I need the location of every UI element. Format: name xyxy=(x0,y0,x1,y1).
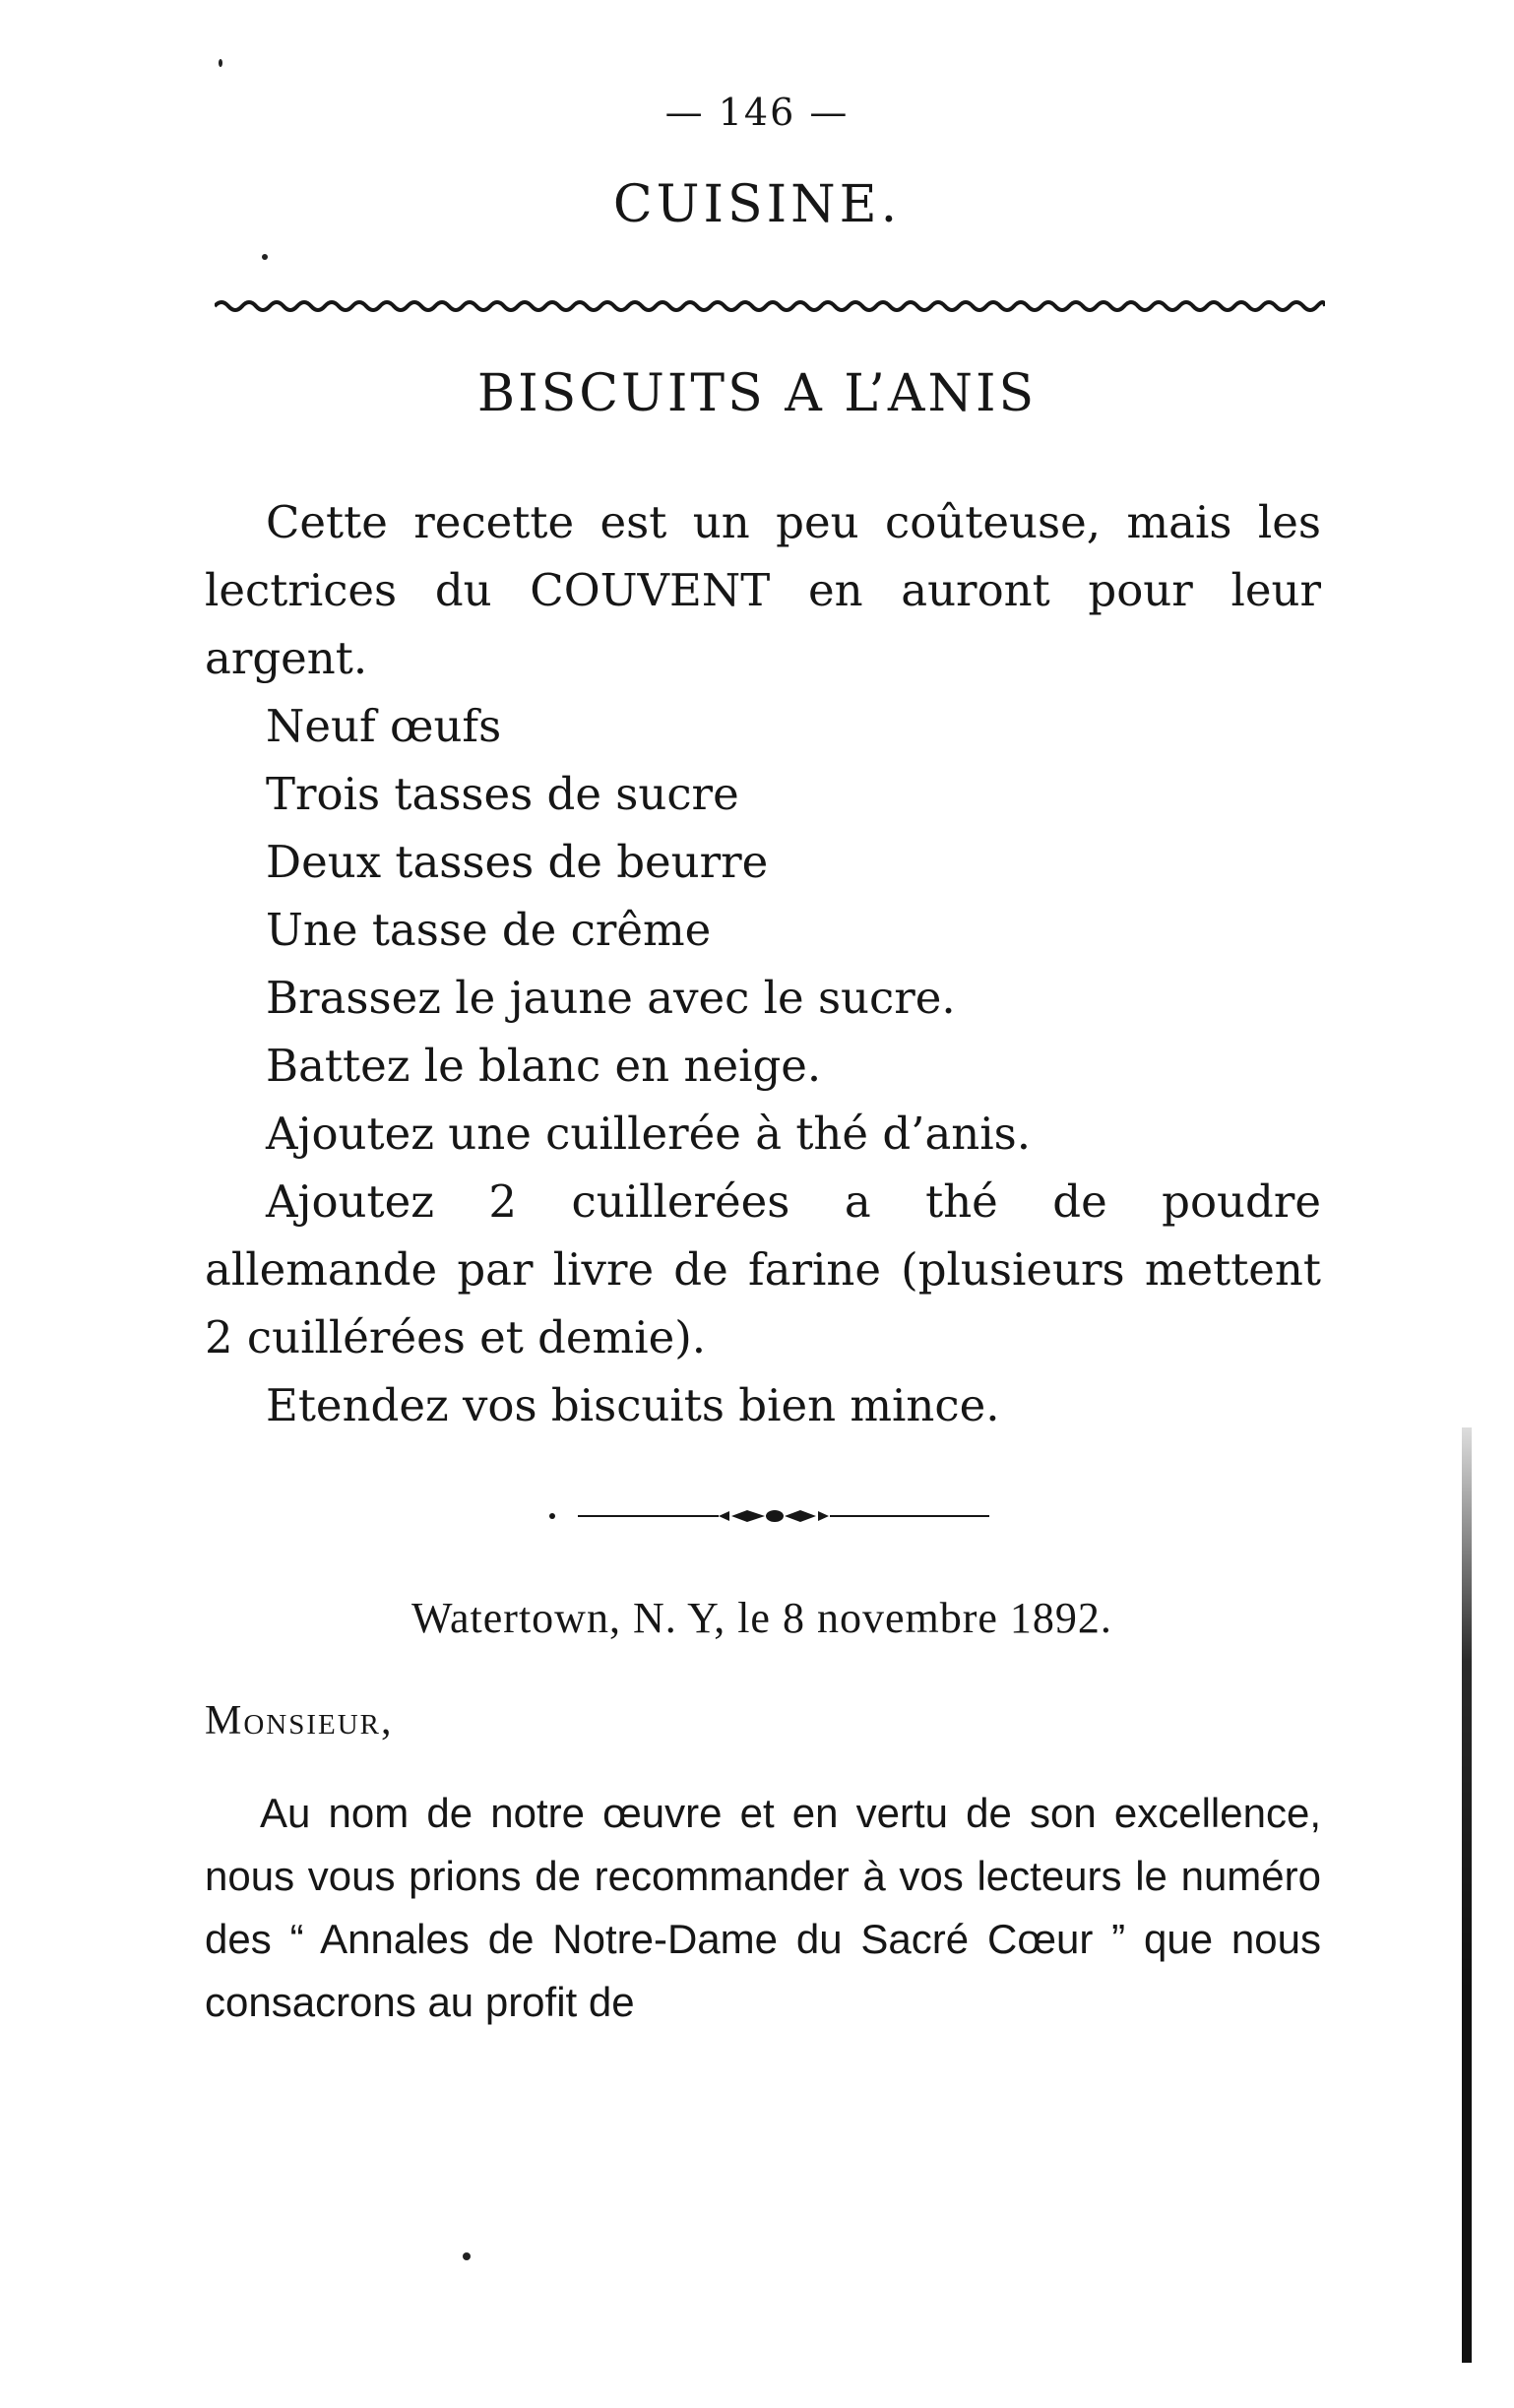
recipe-title: BISCUITS A L’ANIS xyxy=(476,364,1038,423)
ingredient-line: Neuf œufs xyxy=(266,700,502,752)
baking-powder-instruction: Ajoutez 2 cuillerées a thé de poudre allemande par livre de farine (plusieurs mettent 2 cuillérées et demie). xyxy=(205,1175,1321,1363)
instruction-line: Ajoutez une cuillerée à thé d’anis. xyxy=(266,1108,1032,1160)
ink-speck xyxy=(219,59,222,67)
ingredient-line: Une tasse de crême xyxy=(266,904,712,956)
letter-salutation: Monsieur, xyxy=(205,1698,394,1743)
recipe-body xyxy=(205,488,1321,1439)
page-number: — 146 — xyxy=(664,91,850,134)
instruction-line: Brassez le jaune avec le sucre. xyxy=(266,972,956,1024)
section-title: CUISINE. xyxy=(612,175,902,234)
ingredient-line: Trois tasses de sucre xyxy=(266,768,739,820)
ornamental-divider xyxy=(546,1504,989,1528)
recipe-intro: Cette recette est un peu coûteuse, mais les lectrices du COUVENT en auront pour leur argent. xyxy=(205,496,1321,684)
final-instruction: Etendez vos biscuits bien mince. xyxy=(266,1379,1000,1431)
ink-speck xyxy=(463,2252,471,2260)
scan-margin-shadow xyxy=(1462,1427,1472,2363)
instruction-line: Battez le blanc en neige. xyxy=(266,1040,822,1092)
letter-dateline: Watertown, N. Y, le 8 novembre 1892. xyxy=(411,1594,1112,1642)
wavy-divider xyxy=(215,295,1325,317)
letter-body: Au nom de notre œuvre et en vertu de son excellence, nous vous prions de recommander à vos lecteurs le numéro des “ Annales de Notre-Dame du Sacré Cœur ” que nous consacrons au profit de xyxy=(205,1790,1321,2025)
ink-speck xyxy=(262,254,268,260)
ingredient-line: Deux tasses de beurre xyxy=(266,836,769,888)
